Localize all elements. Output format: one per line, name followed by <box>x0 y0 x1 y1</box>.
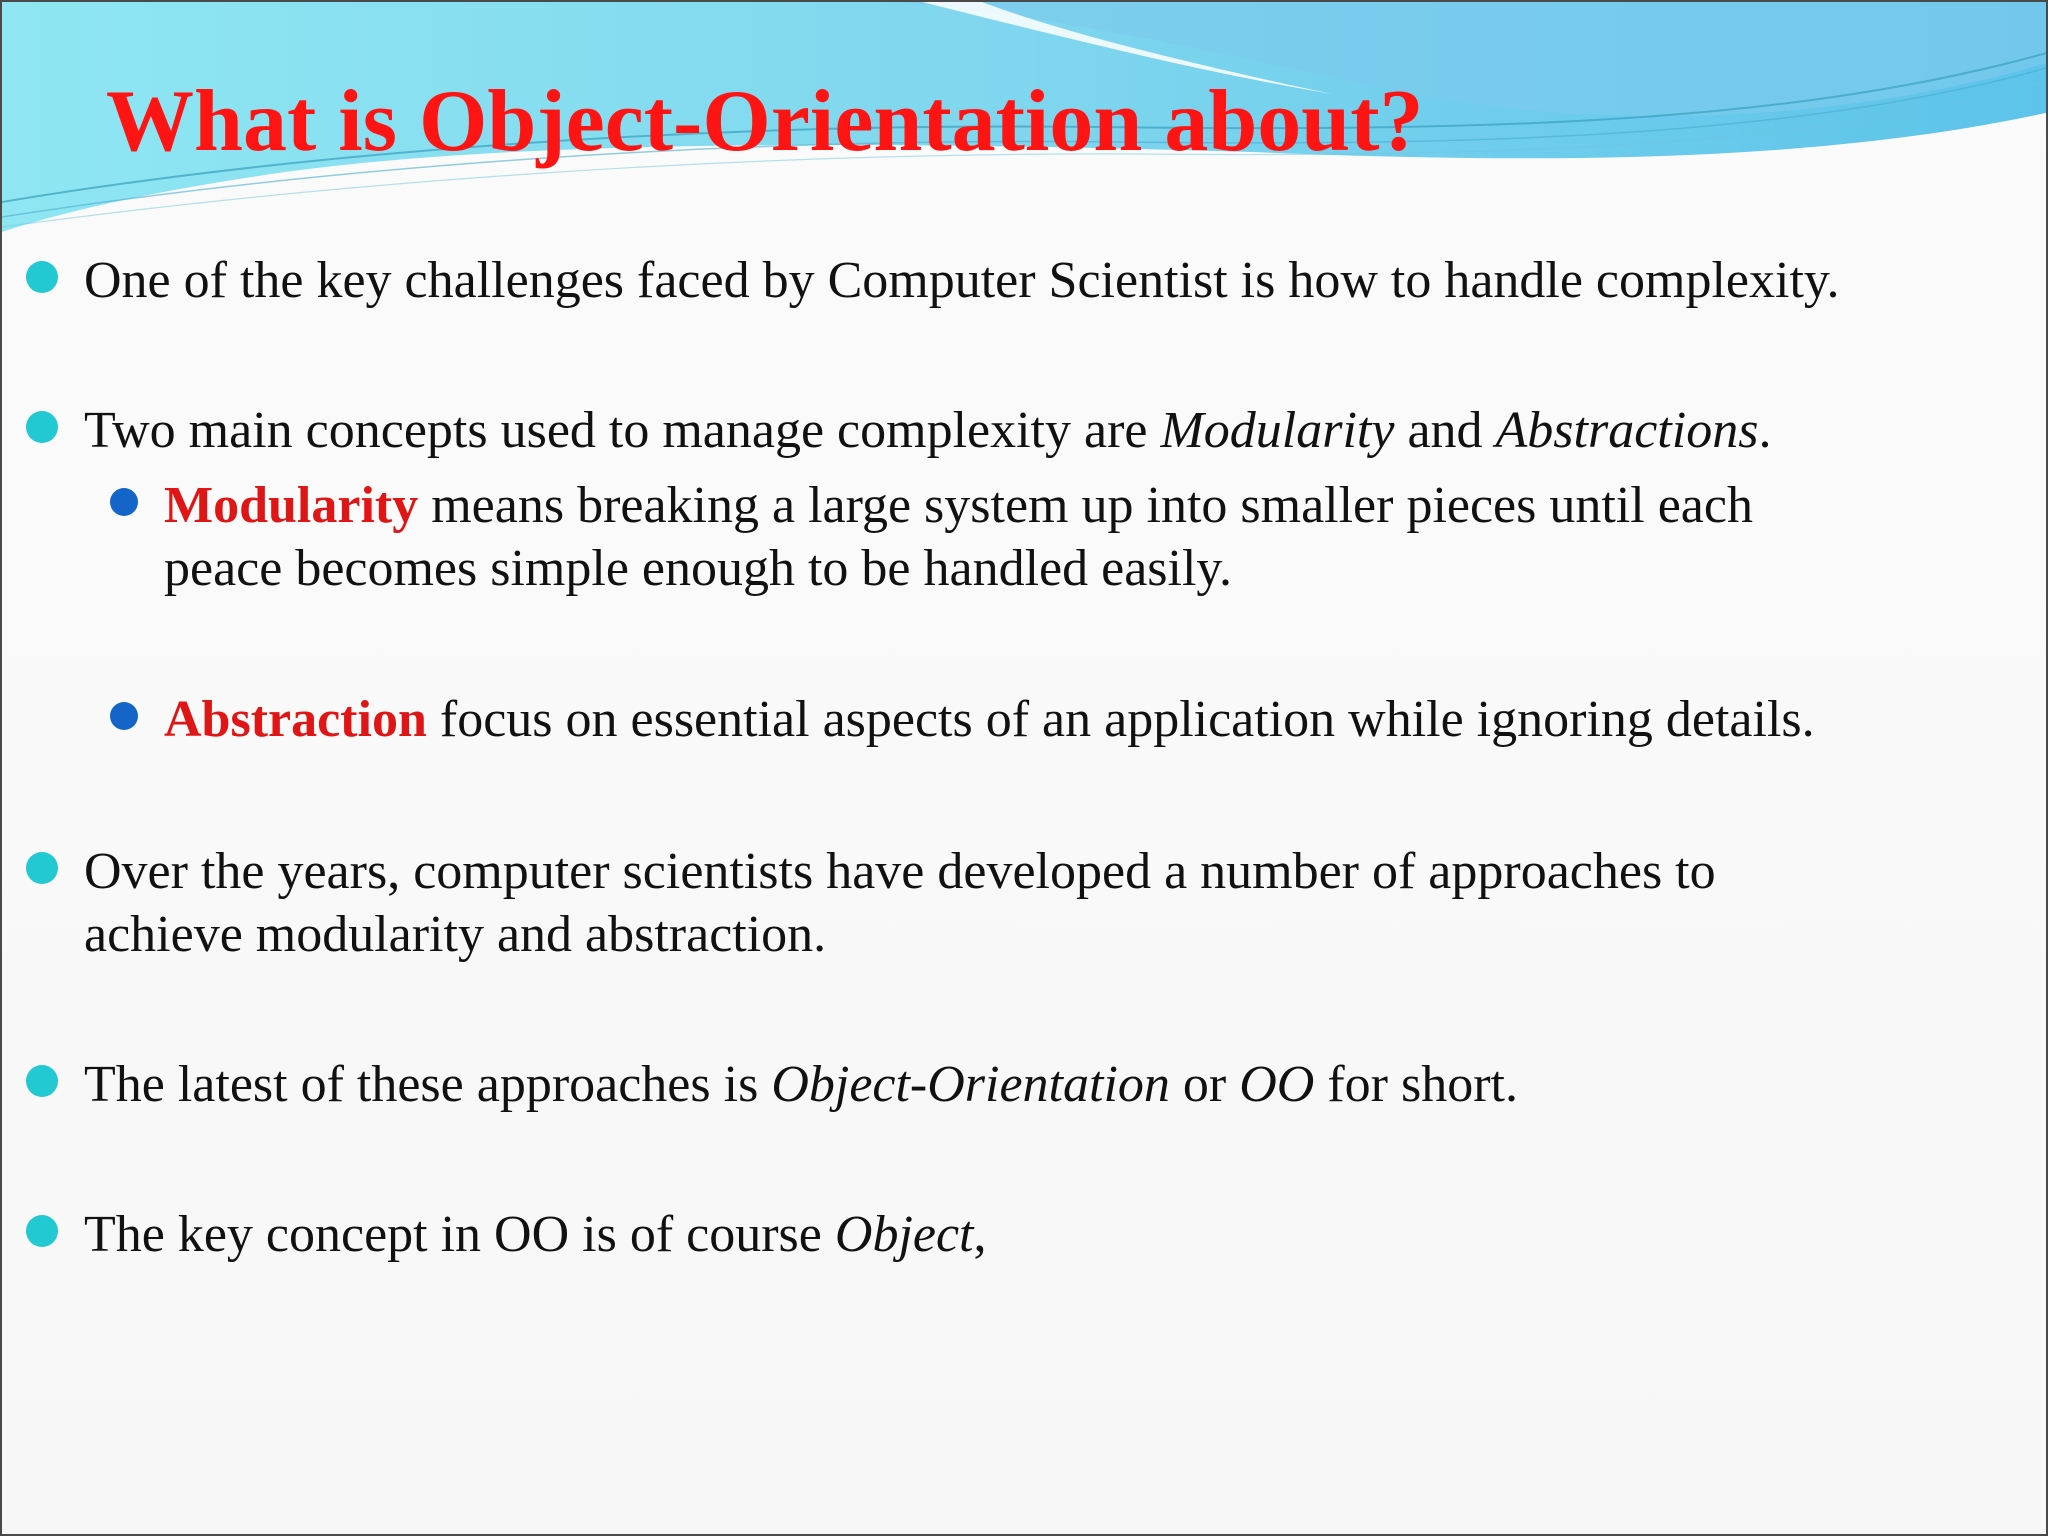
subbullet-dot-icon <box>110 702 138 730</box>
subbullet-modularity: Modularity means breaking a large system up into smaller pieces until each peace becomes simple enough to be handled easily. <box>164 474 1753 600</box>
bullet-dot-icon <box>26 1065 58 1097</box>
bullet-dot-icon <box>26 1215 58 1247</box>
bullet-dot-icon <box>26 411 58 443</box>
bullet-key-concept: The key concept in OO is of course Object, <box>84 1203 987 1266</box>
bullet-complexity: One of the key challenges faced by Computer Scientist is how to handle complexity. <box>84 249 1840 312</box>
bullet-concepts: Two main concepts used to manage complexity are Modularity and Abstractions. <box>84 399 1771 462</box>
subbullet-dot-icon <box>110 488 138 516</box>
bullet-latest-approach: The latest of these approaches is Object-Orientation or OO for short. <box>84 1053 1518 1116</box>
bullet-dot-icon <box>26 261 58 293</box>
bullet-list <box>2 2 2048 1536</box>
bullet-dot-icon <box>26 852 58 884</box>
bullet-approaches: Over the years, computer scientists have developed a number of approaches to achieve modularity and abstraction. <box>84 840 1716 966</box>
subbullet-abstraction: Abstraction focus on essential aspects of an application while ignoring details. <box>164 688 1815 751</box>
slide-title: What is Object-Orientation about? <box>106 73 1424 170</box>
